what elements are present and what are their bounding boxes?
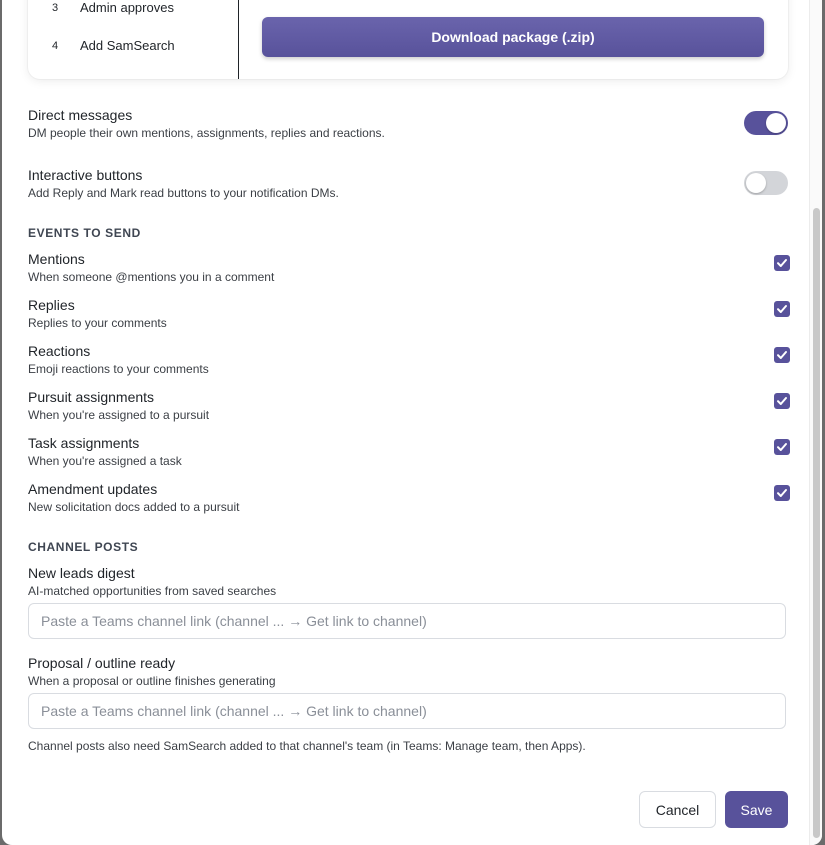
events-section-label: EVENTS TO SEND: [28, 226, 141, 240]
step-label: Admin approves: [80, 0, 174, 15]
toggle-knob: [746, 173, 766, 193]
direct-messages-desc: DM people their own mentions, assignments, replies and reactions.: [28, 126, 385, 140]
step-label: Add SamSearch: [80, 38, 175, 53]
event-title: Reactions: [28, 343, 91, 359]
event-title: Replies: [28, 297, 75, 313]
event-desc: When you're assigned to a pursuit: [28, 408, 210, 422]
channel-note: Channel posts also need SamSearch added to that channel's team (in Teams: Manage team, then Apps).: [28, 739, 586, 753]
event-desc: New solicitation docs added to a pursuit: [28, 500, 240, 514]
setup-step: [52, 38, 175, 53]
event-checkbox[interactable]: [774, 393, 790, 409]
interactive-buttons-desc: Add Reply and Mark read buttons to your notification DMs.: [28, 186, 339, 200]
event-checkbox[interactable]: [774, 439, 790, 455]
check-icon: [776, 487, 788, 499]
proposal-ready-channel-input[interactable]: [28, 693, 786, 729]
new-leads-channel-input[interactable]: [28, 603, 786, 639]
interactive-buttons-title: Interactive buttons: [28, 167, 143, 183]
channel-desc: AI-matched opportunities from saved searches: [28, 584, 277, 598]
check-icon: [776, 257, 788, 269]
save-button[interactable]: Save: [725, 791, 788, 828]
check-icon: [776, 303, 788, 315]
interactive-buttons-toggle[interactable]: [744, 171, 788, 195]
event-checkbox[interactable]: [774, 485, 790, 501]
direct-messages-title: Direct messages: [28, 107, 133, 123]
event-row: [28, 251, 788, 285]
event-desc: When someone @mentions you in a comment: [28, 270, 275, 284]
channel-row: [28, 565, 788, 599]
step-number: 4: [52, 39, 59, 52]
setup-steps: [28, 0, 239, 79]
toggle-knob: [766, 113, 786, 133]
check-icon: [776, 349, 788, 361]
cancel-button[interactable]: Cancel: [639, 791, 716, 828]
event-row: [28, 297, 788, 331]
direct-messages-toggle[interactable]: [744, 111, 788, 135]
check-icon: [776, 395, 788, 407]
event-row: [28, 343, 788, 377]
channel-section-label: CHANNEL POSTS: [28, 540, 139, 554]
setup-step: [52, 0, 174, 15]
event-title: Task assignments: [28, 435, 140, 451]
event-row: [28, 435, 788, 469]
interactive-buttons-row: [28, 167, 788, 203]
direct-messages-row: [28, 107, 788, 143]
event-title: Amendment updates: [28, 481, 158, 497]
event-row: [28, 389, 788, 423]
channel-title: Proposal / outline ready: [28, 655, 176, 671]
scrollbar-thumb[interactable]: [813, 208, 820, 838]
event-desc: Emoji reactions to your comments: [28, 362, 209, 376]
event-checkbox[interactable]: [774, 301, 790, 317]
notification-settings-modal: [2, 0, 822, 845]
event-desc: Replies to your comments: [28, 316, 167, 330]
channel-desc: When a proposal or outline finishes generating: [28, 674, 276, 688]
channel-row: [28, 655, 788, 689]
step-number: 3: [52, 1, 59, 14]
event-title: Pursuit assignments: [28, 389, 155, 405]
event-row: [28, 481, 788, 515]
event-title: Mentions: [28, 251, 85, 267]
download-package-button[interactable]: Download package (.zip): [262, 17, 764, 57]
event-checkbox[interactable]: [774, 347, 790, 363]
scrollbar-track[interactable]: [809, 0, 822, 845]
event-checkbox[interactable]: [774, 255, 790, 271]
check-icon: [776, 441, 788, 453]
event-desc: When you're assigned a task: [28, 454, 182, 468]
channel-title: New leads digest: [28, 565, 135, 581]
setup-card: [28, 0, 788, 79]
